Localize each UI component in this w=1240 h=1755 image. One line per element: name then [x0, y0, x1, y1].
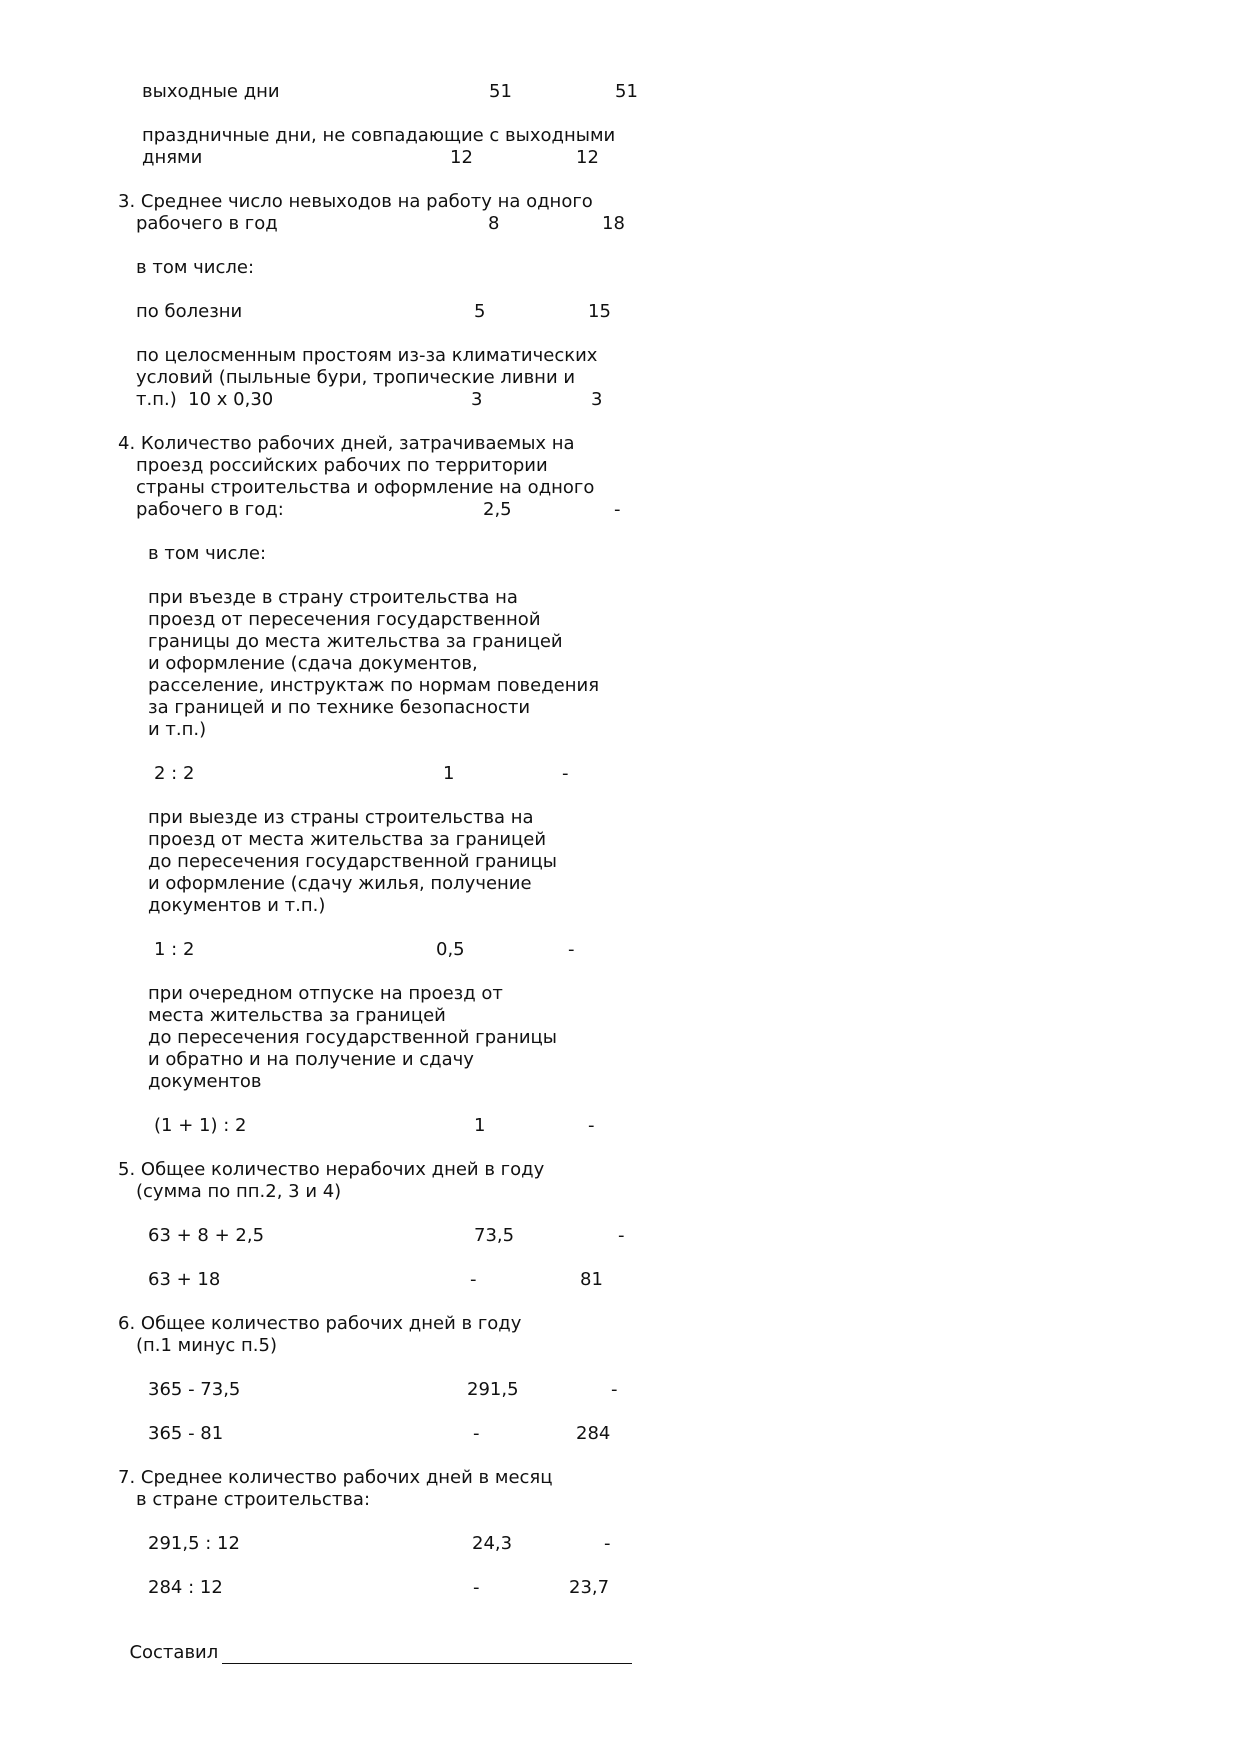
- text-line: границы до места жительства за границей: [148, 631, 563, 652]
- text-line: т.п.) 10 х 0,30: [136, 389, 274, 410]
- text-line: 2,5: [483, 499, 512, 520]
- text-line: 51: [489, 81, 512, 102]
- text-line: 365 - 73,5: [148, 1379, 241, 1400]
- text-line: праздничные дни, не совпадающие с выходными: [142, 125, 616, 146]
- text-line: -: [473, 1577, 480, 1598]
- text-line: 12: [576, 147, 599, 168]
- text-line: места жительства за границей: [148, 1005, 446, 1026]
- text-line: 284 : 12: [148, 1577, 223, 1598]
- text-line: 1: [474, 1115, 486, 1136]
- text-line: 1 : 2: [154, 939, 195, 960]
- text-line: 18: [602, 213, 625, 234]
- text-line: 1: [443, 763, 455, 784]
- text-line: и оформление (сдачу жилья, получение: [148, 873, 532, 894]
- text-line: страны строительства и оформление на одного: [136, 477, 595, 498]
- text-line: 5. Общее количество нерабочих дней в году: [118, 1159, 545, 1180]
- text-line: -: [568, 939, 575, 960]
- text-line: 5: [474, 301, 486, 322]
- text-line: за границей и по технике безопасности: [148, 697, 531, 718]
- text-line: документов и т.п.): [148, 895, 326, 916]
- text-line: при очередном отпуске на проезд от: [148, 983, 503, 1004]
- text-line: 73,5: [474, 1225, 515, 1246]
- text-line: проезд российских рабочих по территории: [136, 455, 548, 476]
- text-line: 365 - 81: [148, 1423, 224, 1444]
- text-line: и т.п.): [148, 719, 207, 740]
- text-line: 3: [471, 389, 483, 410]
- text-line: проезд от места жительства за границей: [148, 829, 547, 850]
- text-line: -: [618, 1225, 625, 1246]
- text-line: (сумма по пп.2, 3 и 4): [136, 1181, 342, 1202]
- text-line: 63 + 18: [148, 1269, 221, 1290]
- text-line: 291,5 : 12: [148, 1533, 240, 1554]
- text-line: проезд от пересечения государственной: [148, 609, 541, 630]
- text-line: -: [562, 763, 569, 784]
- signature-label: Составил: [129, 1642, 219, 1663]
- text-line: выходные дни: [142, 81, 280, 102]
- text-line: 63 + 8 + 2,5: [148, 1225, 265, 1246]
- text-line: 6. Общее количество рабочих дней в году: [118, 1313, 522, 1334]
- text-line: 284: [576, 1423, 611, 1444]
- text-line: 3. Среднее число невыходов на работу на одного: [118, 191, 593, 212]
- text-line: в том числе:: [136, 257, 255, 278]
- text-line: -: [614, 499, 621, 520]
- text-line: до пересечения государственной границы: [148, 1027, 558, 1048]
- text-line: 12: [450, 147, 473, 168]
- text-line: 81: [580, 1269, 603, 1290]
- text-line: 23,7: [569, 1577, 610, 1598]
- text-line: -: [588, 1115, 595, 1136]
- text-line: при въезде в страну строительства на: [148, 587, 518, 608]
- text-line: 0,5: [436, 939, 465, 960]
- text-line: 51: [615, 81, 638, 102]
- text-line: условий (пыльные бури, тропические ливни и: [136, 367, 576, 388]
- text-line: -: [611, 1379, 618, 1400]
- text-line: (п.1 минус п.5): [136, 1335, 277, 1356]
- text-line: 24,3: [472, 1533, 513, 1554]
- text-line: по целосменным простоям из-за климатических: [136, 345, 598, 366]
- text-line: днями: [142, 147, 203, 168]
- text-line: по болезни: [136, 301, 243, 322]
- text-line: -: [470, 1269, 477, 1290]
- text-line: в стране строительства:: [136, 1489, 371, 1510]
- text-line: и обратно и на получение и сдачу: [148, 1049, 474, 1070]
- text-line: -: [473, 1423, 480, 1444]
- text-line: документов: [148, 1071, 262, 1092]
- text-line: рабочего в год: [136, 213, 278, 234]
- text-line: 15: [588, 301, 611, 322]
- text-line: расселение, инструктаж по нормам поведения: [148, 675, 600, 696]
- text-line: 291,5: [467, 1379, 519, 1400]
- text-line: 2 : 2: [154, 763, 195, 784]
- text-line: (1 + 1) : 2: [154, 1115, 247, 1136]
- text-line: рабочего в год:: [136, 499, 284, 520]
- text-line: при выезде из страны строительства на: [148, 807, 534, 828]
- text-line: -: [604, 1533, 611, 1554]
- text-line: до пересечения государственной границы: [148, 851, 558, 872]
- signature-row: [118, 1620, 632, 1664]
- text-line: 8: [488, 213, 500, 234]
- text-line: в том числе:: [148, 543, 267, 564]
- text-line: 7. Среднее количество рабочих дней в месяц: [118, 1467, 553, 1488]
- text-line: 4. Количество рабочих дней, затрачиваемых на: [118, 433, 575, 454]
- text-line: 3: [591, 389, 603, 410]
- text-line: и оформление (сдача документов,: [148, 653, 478, 674]
- signature-line: [222, 1643, 632, 1664]
